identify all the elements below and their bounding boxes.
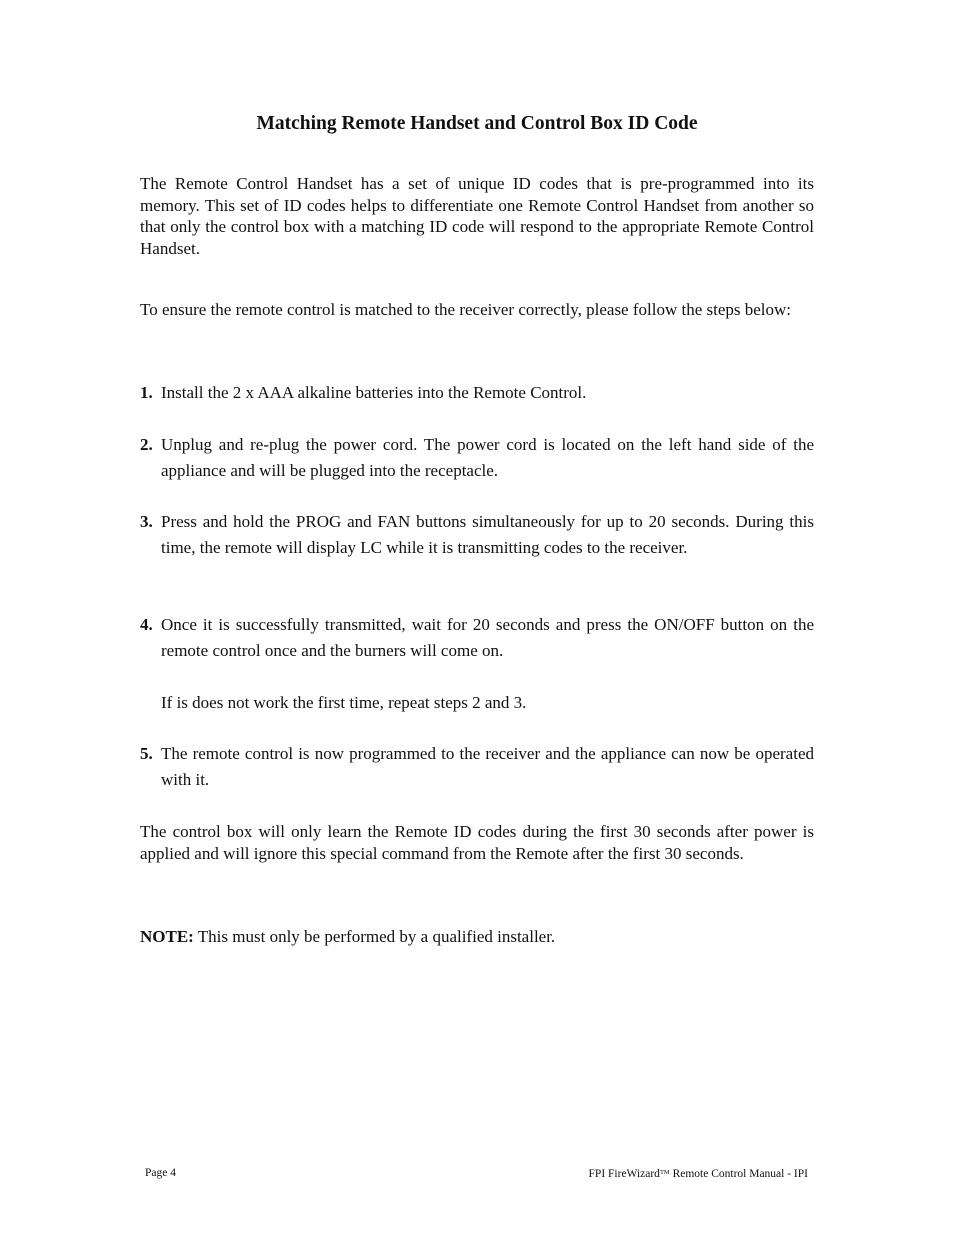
instructions-lead-paragraph: To ensure the remote control is matched to the receiver correctly, please follow the steps below: bbox=[140, 300, 792, 319]
step-4 bbox=[140, 612, 814, 664]
page-number: Page 4 bbox=[145, 1167, 176, 1179]
page-title: Matching Remote Handset and Control Box ID Code bbox=[256, 113, 698, 134]
step-number: 1. bbox=[140, 383, 153, 402]
note-text: This must only be performed by a qualified installer. bbox=[197, 927, 556, 946]
manual-footer-title bbox=[589, 1166, 808, 1181]
step-number: 3. bbox=[140, 512, 153, 531]
step-text: Press and hold the PROG and FAN buttons simultaneously for up to 20 seconds. During this time, the remote will display LC while it is transmitting codes to the receiver. bbox=[161, 512, 814, 557]
step-text: The remote control is now programmed to the receiver and the appliance can now be operated with it. bbox=[161, 744, 814, 789]
step-number: 2. bbox=[140, 435, 153, 454]
step-2 bbox=[140, 432, 814, 484]
step-text: Unplug and re-plug the power cord. The power cord is located on the left hand side of the appliance and will be plugged into the receptacle. bbox=[161, 435, 814, 480]
step-5 bbox=[140, 741, 814, 793]
trademark-symbol: TM bbox=[659, 1169, 670, 1176]
footer-brand: FPI FireWizard bbox=[588, 1168, 660, 1180]
step-1 bbox=[140, 380, 814, 406]
installer-note bbox=[140, 926, 814, 948]
learning-window-paragraph: The control box will only learn the Remote ID codes during the first 30 seconds after power is applied and will ignore this special command from the Remote after the first 30 seconds. bbox=[140, 822, 814, 863]
step-3 bbox=[140, 509, 814, 561]
note-label: NOTE: bbox=[140, 927, 194, 946]
step-number: 5. bbox=[140, 744, 153, 763]
intro-paragraph: The Remote Control Handset has a set of unique ID codes that is pre-programmed into its memory. This set of ID codes helps to differentiate one Remote Control Handset from another so that only the control box with a matching ID code will respond to the appropriate Remote Control Handset. bbox=[140, 174, 814, 258]
step-text: Install the 2 x AAA alkaline batteries into the Remote Control. bbox=[161, 383, 587, 402]
footer-manual-name: Remote Control Manual - IPI bbox=[672, 1168, 808, 1180]
step-text: Once it is successfully transmitted, wait for 20 seconds and press the ON/OFF button on the remote control once and the burners will come on. bbox=[161, 615, 814, 660]
retry-note: If is does not work the first time, repeat steps 2 and 3. bbox=[161, 693, 527, 712]
step-number: 4. bbox=[140, 615, 153, 634]
